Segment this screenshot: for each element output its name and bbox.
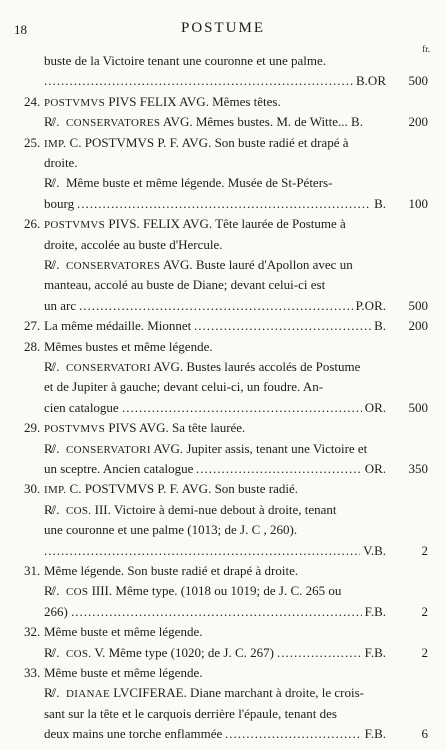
- price-value: 6: [421, 726, 428, 742]
- text-line: [0, 317, 446, 334]
- metal-grade: B.: [374, 195, 386, 211]
- text-line: [0, 134, 446, 151]
- text-line: [0, 154, 446, 171]
- line-text: CONSERVATORES AVG. Mêmes bustes. M. de Witte... B.: [66, 114, 363, 130]
- text-line: [0, 256, 446, 273]
- text-line: [0, 276, 446, 293]
- text-line: [0, 378, 446, 395]
- page-header: [0, 0, 446, 54]
- dot-leader: [225, 725, 362, 742]
- entry-number: 31.: [24, 563, 41, 578]
- price-value: 350: [408, 461, 428, 476]
- text-line: [0, 603, 446, 620]
- price-value: 2: [421, 603, 428, 619]
- line-text: Même buste et même légende.: [44, 624, 203, 640]
- metal-grade: B.: [374, 318, 386, 334]
- text-line: [0, 644, 446, 661]
- entry-number: 29.: [24, 420, 41, 436]
- metal-grade: F.B.: [364, 644, 386, 660]
- metal-grade: F.B.: [364, 726, 386, 742]
- dot-leader: [77, 195, 371, 212]
- entry-number: 28.: [24, 338, 41, 354]
- text-line: [0, 338, 446, 355]
- price-value: 500: [408, 297, 428, 313]
- text-line: [0, 684, 446, 701]
- line-text: un sceptre. Ancien catalogue: [44, 461, 194, 476]
- price-value: 100: [408, 195, 428, 211]
- metal-grade: F.B.: [364, 603, 386, 619]
- line-text: Même buste et même légende.: [44, 665, 203, 680]
- line-text: POSTVMVS PIVS FELIX AVG. Mêmes têtes.: [44, 93, 281, 109]
- line-text: droite, accolée au buste d'Hercule.: [44, 236, 223, 252]
- price-value: 500: [408, 73, 428, 89]
- dot-leader: [122, 399, 362, 416]
- running-title: POSTUME: [180, 20, 265, 36]
- reverse-symbol: R̸/.: [44, 440, 60, 456]
- text-line: [0, 725, 446, 742]
- entry-number: 27.: [24, 318, 41, 334]
- line-text: CONSERVATORI AVG. Bustes laurés accolés de Postume: [66, 359, 361, 374]
- metal-grade: V.B.: [363, 542, 386, 558]
- price-value: 200: [408, 318, 428, 334]
- line-text: POSTVMVS PIVS. FELIX AVG. Tête laurée de Postume à: [44, 216, 346, 232]
- text-line: [0, 623, 446, 640]
- dot-leader: [194, 317, 371, 334]
- text-line: [0, 399, 446, 416]
- price-value: 2: [421, 644, 428, 660]
- entry-number: 26.: [24, 216, 41, 232]
- text-line: [0, 174, 446, 191]
- line-text: bourg: [44, 195, 75, 211]
- entry-number: 25.: [24, 134, 41, 150]
- text-line: [0, 72, 446, 89]
- reverse-symbol: R̸/.: [44, 257, 60, 272]
- text-line: [0, 297, 446, 314]
- metal-grade: P.OR.: [355, 297, 386, 313]
- metal-grade: B.OR: [356, 73, 386, 89]
- price-value: 200: [408, 114, 428, 130]
- text-line: [0, 521, 446, 538]
- text-line: [0, 582, 446, 599]
- column-label: fr.: [422, 44, 430, 54]
- line-text: sant sur la tête et le carquois derrière l'épaule, tenant des: [44, 705, 337, 721]
- line-text: IMP. C. POSTVMVS P. F. AVG. Son buste radié.: [44, 481, 298, 497]
- reverse-symbol: R̸/.: [44, 583, 60, 599]
- line-text: POSTVMVS PIVS AVG. Sa tête laurée.: [44, 420, 246, 436]
- text-line: [0, 52, 446, 69]
- text-line: [0, 562, 446, 579]
- reverse-symbol: R̸/.: [44, 175, 60, 191]
- text-line: [0, 113, 446, 130]
- line-text: DIANAE LVCIFERAE. Diane marchant à droite, le crois-: [66, 685, 365, 701]
- reverse-symbol: R̸/.: [44, 685, 60, 701]
- text-line: [0, 419, 446, 436]
- text-line: [0, 440, 446, 457]
- entry-number: 32.: [24, 624, 41, 640]
- reverse-symbol: R̸/.: [44, 644, 60, 660]
- dot-leader: [277, 644, 362, 661]
- line-text: 266): [44, 603, 68, 619]
- reverse-symbol: R̸/.: [44, 359, 60, 374]
- dot-leader: [79, 297, 353, 314]
- line-text: manteau, accolé au buste de Diane; devant celui-ci est: [44, 277, 326, 293]
- line-text: une couronne et une palme (1013; de J. C , 260).: [44, 522, 298, 538]
- price-value: 2: [421, 542, 428, 558]
- price-value: 500: [408, 399, 428, 415]
- metal-grade: OR.: [364, 399, 386, 415]
- line-text: Mêmes bustes et même légende.: [44, 338, 213, 354]
- text-line: [0, 480, 446, 497]
- entry-number: 30.: [24, 481, 41, 497]
- line-text: Même légende. Son buste radié et drapé à droite.: [44, 563, 299, 578]
- dot-leader: [196, 460, 362, 477]
- text-line: [0, 664, 446, 681]
- dot-leader: [44, 542, 360, 559]
- text-line: [0, 236, 446, 253]
- line-text: CONSERVATORES AVG. Buste lauré d'Apollon avec un: [66, 257, 353, 272]
- reverse-symbol: R̸/.: [44, 114, 60, 130]
- line-text: IMP. C. POSTVMVS P. F. AVG. Son buste radié et drapé à: [44, 134, 349, 150]
- page-number: 18: [14, 22, 27, 37]
- line-text: et de Jupiter à gauche; devant celui-ci, un foudre. An-: [44, 379, 324, 395]
- line-text: un arc: [44, 297, 77, 313]
- text-line: [0, 501, 446, 518]
- line-text: La même médaille. Mionnet: [44, 318, 192, 334]
- line-text: Même buste et même légende. Musée de St-Péters-: [66, 175, 333, 191]
- line-text: deux mains une torche enflammée: [44, 726, 223, 742]
- reverse-symbol: R̸/.: [44, 501, 60, 517]
- metal-grade: OR.: [364, 461, 386, 476]
- text-line: [0, 93, 446, 110]
- text-line: [0, 215, 446, 232]
- dot-leader: [44, 72, 353, 89]
- text-line: [0, 358, 446, 375]
- text-line: [0, 542, 446, 559]
- line-text: COS. V. Même type (1020; de J. C. 267): [66, 644, 274, 660]
- text-line: [0, 705, 446, 722]
- line-text: COS IIII. Même type. (1018 ou 1019; de J. C. 265 ou: [66, 583, 342, 599]
- line-text: buste de la Victoire tenant une couronne et une palme.: [44, 53, 326, 68]
- line-text: COS. III. Victoire à demi-nue debout à droite, tenant: [66, 501, 337, 517]
- dot-leader: [71, 603, 362, 620]
- entry-number: 24.: [24, 93, 41, 109]
- entry-number: 33.: [24, 665, 41, 680]
- line-text: cien catalogue: [44, 399, 119, 415]
- line-text: droite.: [44, 155, 78, 170]
- text-line: [0, 195, 446, 212]
- line-text: CONSERVATORI AVG. Jupiter assis, tenant une Victoire et: [66, 440, 368, 456]
- text-line: [0, 460, 446, 477]
